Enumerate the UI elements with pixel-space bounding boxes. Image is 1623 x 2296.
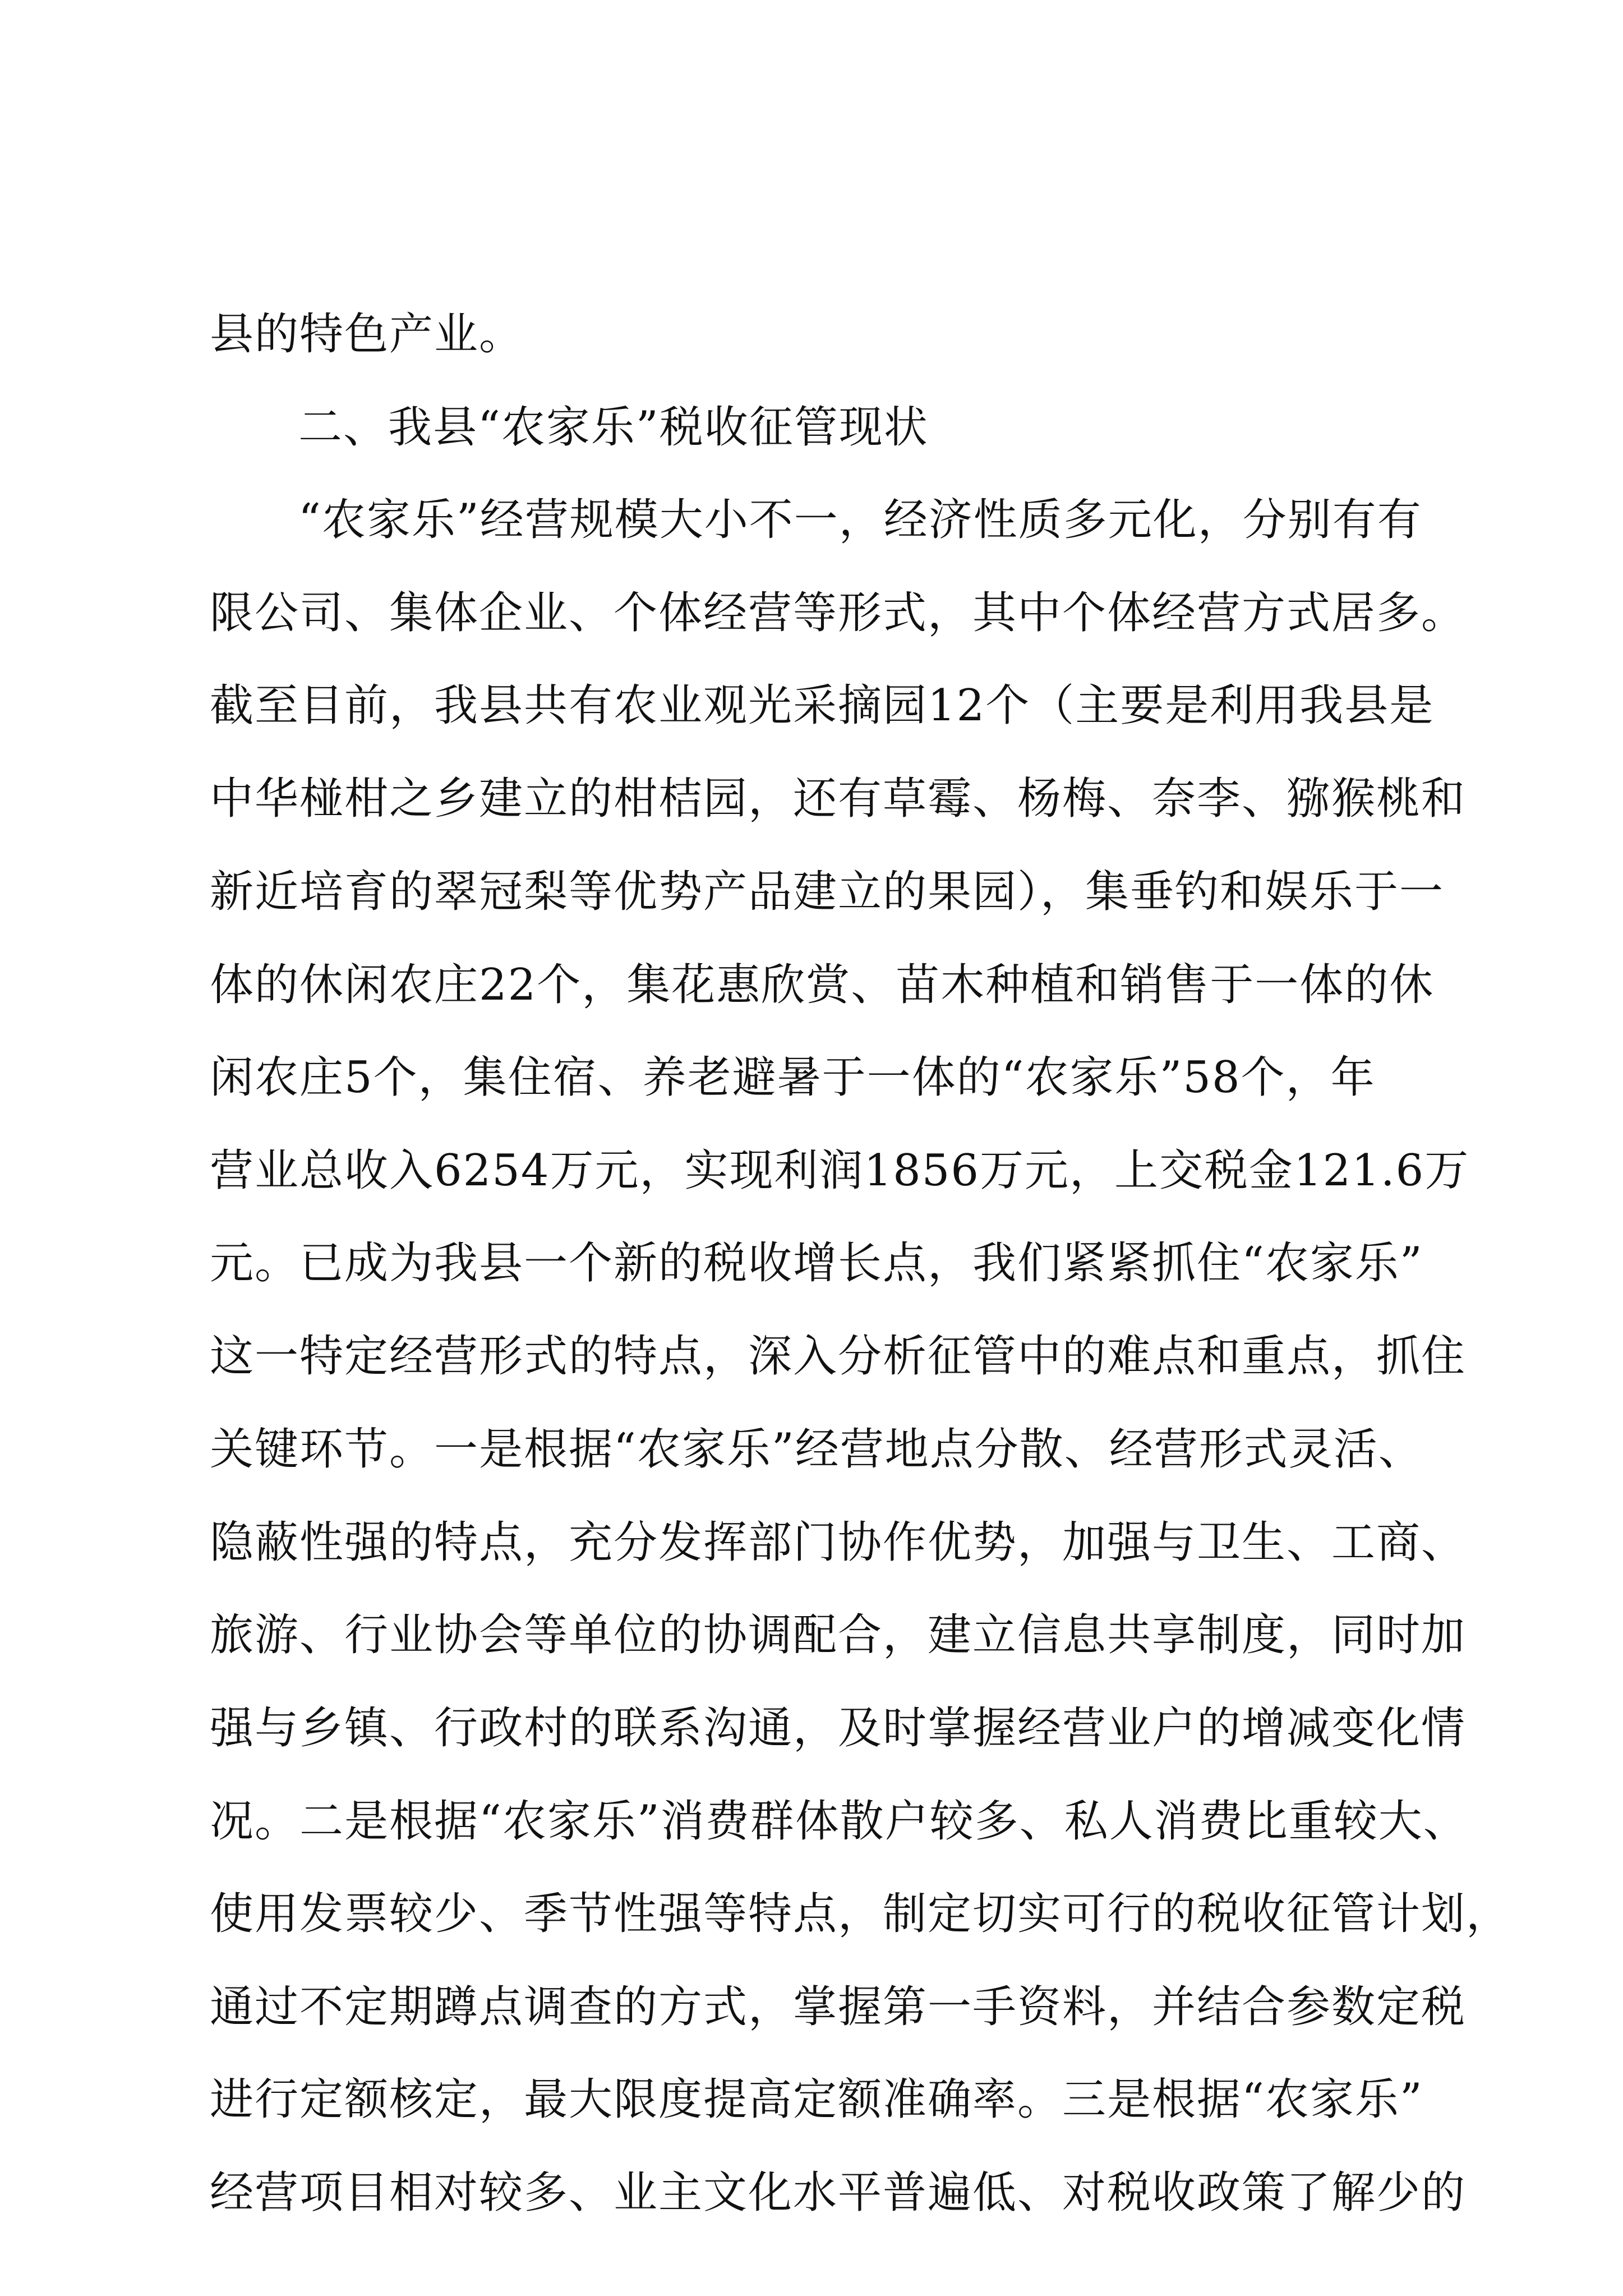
text-line: 县的特色产业。 [210,309,524,360]
text-line: 进行定额核定，最大限度提高定额准确率。三是根据“农家乐” [210,2074,1423,2125]
text-line: 关键环节。一是根据“农家乐”经营地点分散、经营形式灵活、 [210,1424,1423,1475]
text-line: 经营项目相对较多、业主文化水平普遍低、对税收政策了解少的 [210,2168,1467,2218]
text-line: 中华椪柑之乡建立的柑桔园，还有草霉、杨梅、奈李、猕猴桃和 [210,774,1467,824]
text-line: 营业总收入6254万元，实现利润1856万元，上交税金121.6万 [210,1145,1470,1196]
text-line: 强与乡镇、行政村的联系沟通，及时掌握经营业户的增减变化情 [210,1703,1467,1754]
text-line: 限公司、集体企业、个体经营等形式，其中个体经营方式居多。 [210,588,1467,638]
text-line: “农家乐”经营规模大小不一，经济性质多元化，分别有有 [298,495,1422,545]
text-line: 使用发票较少、季节性强等特点，制定切实可行的税收征管计划， [210,1889,1511,1939]
text-line: 元。已成为我县一个新的税收增长点，我们紧紧抓住“农家乐” [210,1238,1423,1289]
text-line: 旅游、行业协会等单位的协调配合，建立信息共享制度，同时加 [210,1610,1467,1660]
text-line: 这一特定经营形式的特点，深入分析征管中的难点和重点，抓住 [210,1331,1467,1382]
text-line: 通过不定期蹲点调查的方式，掌握第一手资料，并结合参数定税 [210,1982,1467,2032]
text-line: 况。二是根据“农家乐”消费群体散户较多、私人消费比重较大、 [210,1796,1468,1847]
text-line: 闲农庄5个，集住宿、养老避暑于一体的“农家乐”58个，年 [210,1052,1376,1103]
text-line: 隐蔽性强的特点，充分发挥部门协作优势，加强与卫生、工商、 [210,1517,1467,1568]
text-line: 截至目前，我县共有农业观光采摘园12个（主要是利用我县是 [210,680,1435,731]
section-heading: 二、我县“农家乐”税收征管现状 [298,402,929,453]
text-line: 体的休闲农庄22个，集花惠欣赏、苗木种植和销售于一体的休 [210,960,1435,1010]
text-line: 新近培育的翠冠梨等优势产品建立的果园），集垂钓和娱乐于一 [210,867,1445,917]
